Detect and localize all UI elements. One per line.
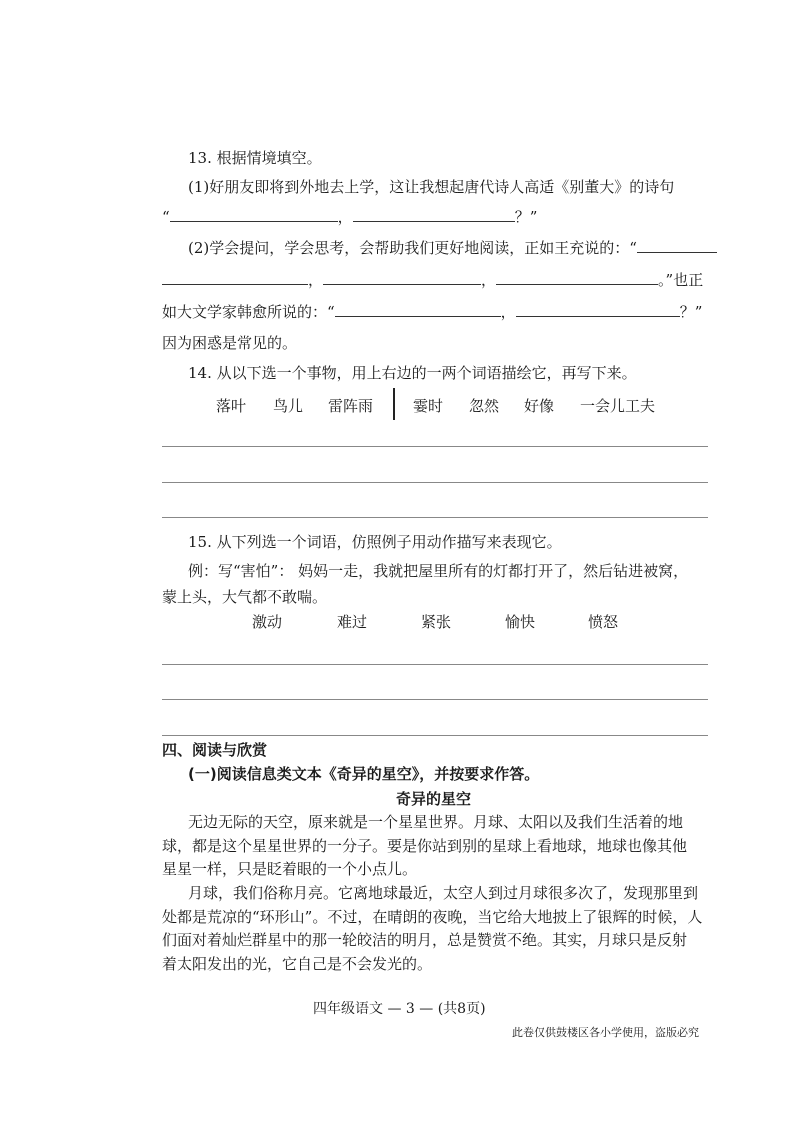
blank-4[interactable] xyxy=(162,270,308,285)
q15-word: 难过 xyxy=(337,613,368,631)
article-line: 着太阳发出的光，它自己是不会发光的。 xyxy=(162,955,433,973)
blank-8[interactable] xyxy=(516,302,680,317)
comma: ， xyxy=(500,303,516,321)
blank-1[interactable] xyxy=(170,207,338,222)
comma: ， xyxy=(337,208,353,226)
blank-6[interactable] xyxy=(496,270,658,285)
q14-word: 忽然 xyxy=(469,397,500,415)
q14-thing: 落叶 xyxy=(216,397,247,415)
page-footer: 四年级语文 — 3 — (共8页) xyxy=(313,1001,486,1017)
q15-word: 愉快 xyxy=(505,613,536,631)
comma: ， xyxy=(308,271,324,289)
q13-part4-text: 因为困惑是常见的。 xyxy=(162,334,298,352)
q14-word: 好像 xyxy=(524,397,555,415)
close-quote: ？” xyxy=(514,208,538,226)
q13-part3-lead: 如大文学家韩愈所说的：“ xyxy=(162,303,335,321)
q14-title: 14. 从以下选一个事物，用上右边的一两个词语描绘它，再写下来。 xyxy=(188,364,637,382)
q15-word: 紧张 xyxy=(421,613,452,631)
copyright-notice: 此卷仅供鼓楼区各小学使用，盗版必究 xyxy=(512,1026,699,1039)
blank-5[interactable] xyxy=(323,270,481,285)
q13-part1-text: (1)好朋友即将到外地去上学，这让我想起唐代诗人高适《别董大》的诗句 xyxy=(188,178,675,196)
q14-word: 一会儿工夫 xyxy=(580,397,656,415)
article-line: 球，都是这个星星世界的一分子。要是你站到别的星球上看地球，地球也像其他 xyxy=(162,837,688,855)
q15-example-line1: 例：写“害怕”： 妈妈一走，我就把屋里所有的灯都打开了，然后钻进被窝， xyxy=(188,562,689,580)
blank-3[interactable] xyxy=(637,238,717,253)
q13-part1-answer-line xyxy=(162,207,537,227)
article-line: 无边无际的天空，原来就是一个星星世界。月球、太阳以及我们生活着的地 xyxy=(188,813,684,831)
section-subheading: (一)阅读信息类文本《奇异的星空》，并按要求作答。 xyxy=(188,765,540,783)
article-line: 们面对着灿烂群星中的那一轮皎洁的明月，总是赞赏不绝。其实，月球只是反射 xyxy=(162,931,688,949)
q14-word: 霎时 xyxy=(413,397,444,415)
q15-word: 激动 xyxy=(252,613,283,631)
article-line: 月球，我们俗称月亮。它离地球最近，太空人到过月球很多次了，发现那里到 xyxy=(188,884,699,902)
blank-7[interactable] xyxy=(335,302,501,317)
answer-line[interactable] xyxy=(162,664,708,665)
q13-part2-end: 。”也正 xyxy=(658,271,704,289)
section-heading: 四、阅读与欣赏 xyxy=(162,741,268,759)
article-title: 奇异的星空 xyxy=(396,790,472,808)
article-line: 处都是荒凉的“环形山”。不过，在晴朗的夜晚，当它给大地披上了银辉的时候，人 xyxy=(162,908,703,926)
divider-bar xyxy=(393,388,395,420)
q13-part3-line xyxy=(162,302,702,322)
q13-part2-answer-line xyxy=(162,270,703,290)
close-quote: ？” xyxy=(679,303,703,321)
comma: ， xyxy=(481,271,497,289)
q15-example-line2: 蒙上头，大气都不敢喘。 xyxy=(162,588,328,606)
blank-2[interactable] xyxy=(353,207,515,222)
answer-line[interactable] xyxy=(162,735,708,736)
answer-line[interactable] xyxy=(162,482,708,483)
q13-part2-text xyxy=(188,238,717,258)
q13-part2-lead: (2)学会提问，学会思考，会帮助我们更好地阅读，正如王充说的：“ xyxy=(188,239,637,257)
open-quote: “ xyxy=(162,208,170,226)
answer-line[interactable] xyxy=(162,446,708,447)
answer-line[interactable] xyxy=(162,517,708,518)
q15-title: 15. 从下列选一个词语，仿照例子用动作描写来表现它。 xyxy=(188,533,562,551)
answer-line[interactable] xyxy=(162,699,708,700)
q13-title: 13. 根据情境填空。 xyxy=(188,149,322,167)
article-line: 星星一样，只是眨着眼的一个小点儿。 xyxy=(162,860,418,878)
q14-thing: 鸟儿 xyxy=(273,397,304,415)
q14-thing: 雷阵雨 xyxy=(328,397,374,415)
q15-word: 愤怒 xyxy=(588,613,619,631)
